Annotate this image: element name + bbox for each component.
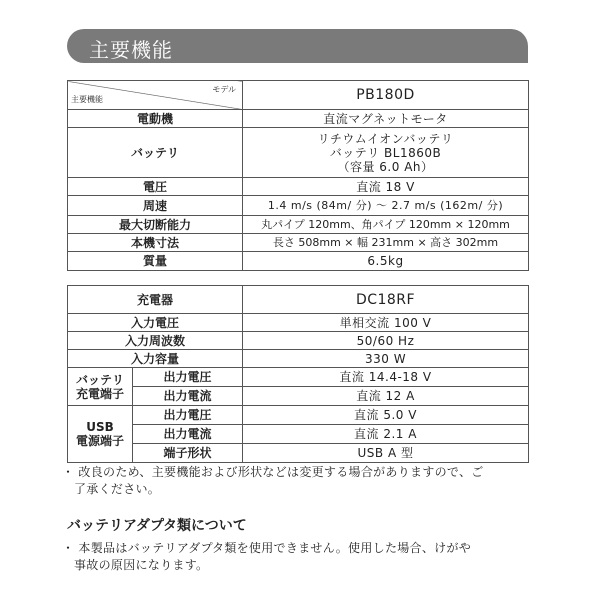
section-header bbox=[67, 29, 528, 63]
table-row bbox=[68, 234, 529, 252]
row-value bbox=[243, 128, 529, 178]
row-label: 入力周波数 bbox=[68, 332, 243, 350]
row-value: 単相交流 100 V bbox=[243, 314, 529, 332]
table-row bbox=[68, 196, 529, 216]
group-line: 電源端子 bbox=[75, 434, 124, 448]
row-value: 直流マグネットモータ bbox=[243, 110, 529, 128]
corner-model-label: モデル bbox=[212, 85, 236, 94]
table-row bbox=[68, 406, 529, 425]
table-row bbox=[68, 332, 529, 350]
row-label: 本機寸法 bbox=[68, 234, 243, 252]
usb-terminal-group bbox=[68, 406, 133, 463]
row-label: 電圧 bbox=[68, 178, 243, 196]
table-row bbox=[68, 350, 529, 368]
model-name: PB180D bbox=[243, 81, 529, 110]
corner-cell bbox=[68, 81, 243, 110]
value-line: リチウムイオンバッテリ bbox=[317, 131, 454, 146]
row-value: 直流 5.0 V bbox=[243, 406, 529, 425]
group-line: 充電端子 bbox=[75, 386, 124, 401]
table-row bbox=[68, 444, 529, 463]
table-row bbox=[68, 314, 529, 332]
table-row bbox=[68, 425, 529, 444]
row-value: 直流 18 V bbox=[243, 178, 529, 196]
row-value: 330 W bbox=[243, 350, 529, 368]
notice-line: 事故の原因になります。 bbox=[74, 558, 209, 572]
notice-line: ・ 本製品はバッテリアダプタ類を使用できません。使用した場合、けがや bbox=[62, 541, 472, 555]
adapter-heading: バッテリアダプタ類について bbox=[67, 518, 247, 534]
table-row bbox=[68, 286, 529, 314]
row-label: 最大切断能力 bbox=[68, 216, 243, 234]
notice-line: 了承ください。 bbox=[74, 482, 161, 496]
table-row bbox=[68, 81, 529, 110]
row-label: 入力容量 bbox=[68, 350, 243, 368]
row-label: 出力電流 bbox=[133, 387, 243, 406]
row-value: 1.4 m/s (84m/ 分) ～ 2.7 m/s (162m/ 分) bbox=[243, 196, 529, 216]
row-value: USB A 型 bbox=[243, 444, 529, 463]
row-value: 50/60 Hz bbox=[243, 332, 529, 350]
table-row bbox=[68, 368, 529, 387]
row-label: 入力電圧 bbox=[68, 314, 243, 332]
charger-model: DC18RF bbox=[243, 286, 529, 314]
adapter-notice bbox=[62, 540, 471, 574]
charger-label: 充電器 bbox=[68, 286, 243, 314]
row-label: 周速 bbox=[68, 196, 243, 216]
row-value: 直流 12 A bbox=[243, 387, 529, 406]
spec-table bbox=[67, 80, 529, 271]
row-label: 質量 bbox=[68, 252, 243, 271]
row-value: 長さ 508mm × 幅 231mm × 高さ 302mm bbox=[243, 234, 529, 252]
group-line: バッテリ bbox=[75, 372, 124, 387]
section-title: 主要機能 bbox=[89, 38, 173, 62]
row-value: 丸パイプ 120mm、角パイプ 120mm × 120mm bbox=[243, 216, 529, 234]
table-row bbox=[68, 178, 529, 196]
row-label: 出力電流 bbox=[133, 425, 243, 444]
row-label: 出力電圧 bbox=[133, 368, 243, 387]
battery-terminal-group bbox=[68, 368, 133, 406]
corner-spec-label: 主要機能 bbox=[71, 95, 103, 104]
row-label: 電動機 bbox=[68, 110, 243, 128]
value-line: （容量 6.0 Ah） bbox=[337, 159, 434, 174]
table-row bbox=[68, 110, 529, 128]
value-line: バッテリ BL1860B bbox=[329, 145, 442, 160]
notice-line: ・ 改良のため、主要機能および形状などは変更する場合がありますので、ご bbox=[62, 465, 484, 479]
row-label: 出力電圧 bbox=[133, 406, 243, 425]
row-value: 直流 2.1 A bbox=[243, 425, 529, 444]
charger-table bbox=[67, 285, 529, 463]
group-line: USB bbox=[86, 420, 114, 434]
table-row bbox=[68, 252, 529, 271]
row-value: 6.5kg bbox=[243, 252, 529, 271]
row-label: バッテリ bbox=[68, 128, 243, 178]
table-row bbox=[68, 128, 529, 178]
table-row bbox=[68, 216, 529, 234]
notice-text bbox=[62, 464, 484, 498]
table-row bbox=[68, 387, 529, 406]
row-label: 端子形状 bbox=[133, 444, 243, 463]
row-value: 直流 14.4-18 V bbox=[243, 368, 529, 387]
